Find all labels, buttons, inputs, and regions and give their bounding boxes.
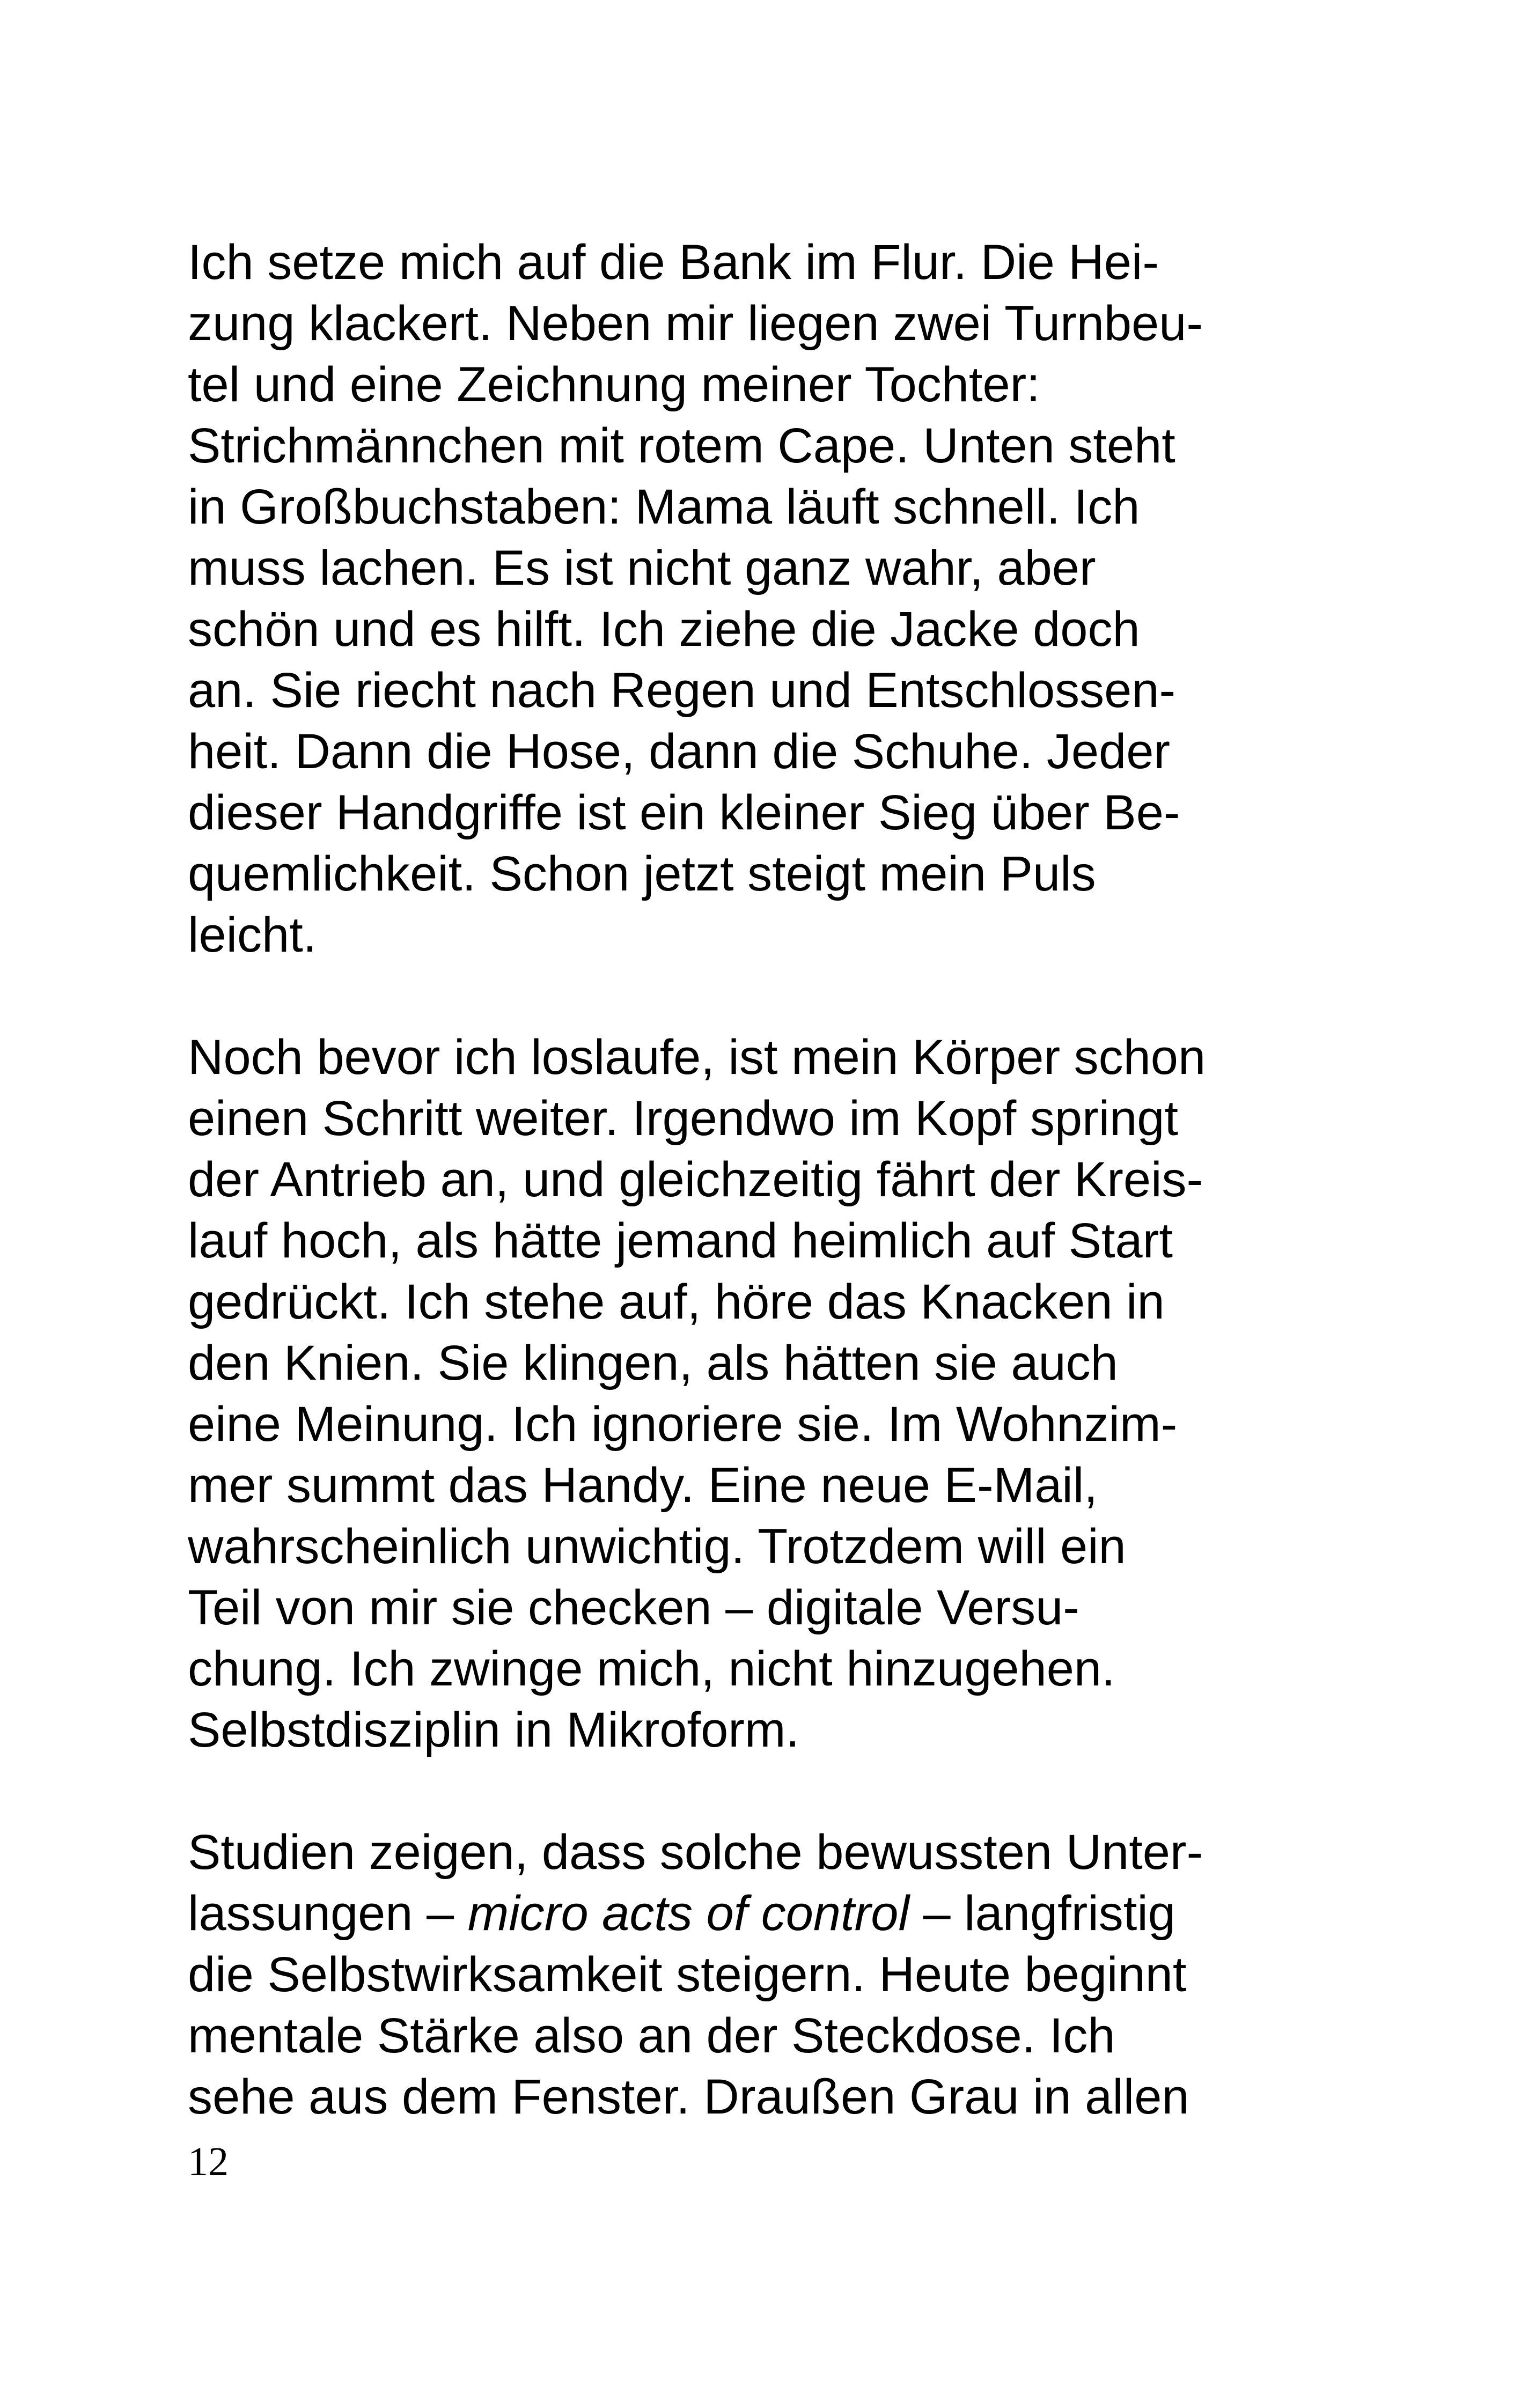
paragraph-gap [188,966,1314,1027]
text-line: an. Sie riecht nach Regen und Entschlossen- [188,663,1176,718]
text-line-with-italic [188,1883,1314,1944]
text-line: eine Meinung. Ich ignoriere sie. Im Wohnzim- [188,1397,1178,1452]
text-line: quemlichkeit. Schon jetzt steigt mein Puls [188,846,1096,901]
text-line: mer summt das Handy. Eine neue E-Mail, [188,1458,1098,1513]
text-line: muss lachen. Es ist nicht ganz wahr, aber [188,541,1096,595]
text-line: heit. Dann die Hose, dann die Schuhe. Jeder [188,724,1171,779]
text-line: die Selbstwirksamkeit steigern. Heute beginnt [188,1947,1187,2002]
text-line: tel und eine Zeichnung meiner Tochter: [188,357,1040,412]
text-line: den Knien. Sie klingen, als hätten sie auch [188,1336,1118,1390]
text-line: Selbstdisziplin in Mikroform. [188,1703,800,1757]
text-line: Studien zeigen, dass solche bewussten Unter- [188,1825,1203,1880]
text-line: Ich setze mich auf die Bank im Flur. Die Hei- [188,235,1159,290]
paragraph-1 [188,232,1314,966]
text-line: in Großbuchstaben: Mama läuft schnell. Ich [188,480,1140,534]
text-line: einen Schritt weiter. Irgendwo im Kopf springt [188,1091,1179,1146]
text-line: zung klackert. Neben mir liegen zwei Turnbeu- [188,296,1203,351]
paragraph-gap [188,1761,1314,1822]
text-line: Strichmännchen mit rotem Cape. Unten steht [188,418,1175,473]
text-segment: lassungen – [188,1886,468,1941]
text-line: wahrscheinlich unwichtig. Trotzdem will ein [188,1519,1126,1574]
text-line: der Antrieb an, und gleichzeitig fährt der Kreis- [188,1152,1203,1207]
text-line: leicht. [188,908,317,962]
text-line: mentale Stärke also an der Steckdose. Ich [188,2008,1115,2063]
page-number: 12 [188,2139,229,2184]
text-segment: – langfristig [909,1886,1175,1941]
text-line: gedrückt. Ich stehe auf, höre das Knacken in [188,1275,1165,1329]
text-line: Noch bevor ich loslaufe, ist mein Körper schon [188,1030,1206,1085]
text-line: lauf hoch, als hätte jemand heimlich auf Start [188,1213,1173,1268]
text-line: chung. Ich zwinge mich, nicht hinzugehen. [188,1641,1115,1696]
text-line: dieser Handgriffe ist ein kleiner Sieg über Be- [188,785,1180,840]
text-line: sehe aus dem Fenster. Draußen Grau in allen [188,2070,1189,2124]
text-line: Teil von mir sie checken – digitale Versu- [188,1580,1079,1635]
italic-phrase: micro acts of control [467,1886,909,1941]
paragraph-2 [188,1027,1314,1761]
paragraph-3 [188,1822,1314,2127]
text-line: schön und es hilft. Ich ziehe die Jacke doch [188,602,1140,657]
body-text [188,232,1314,2127]
